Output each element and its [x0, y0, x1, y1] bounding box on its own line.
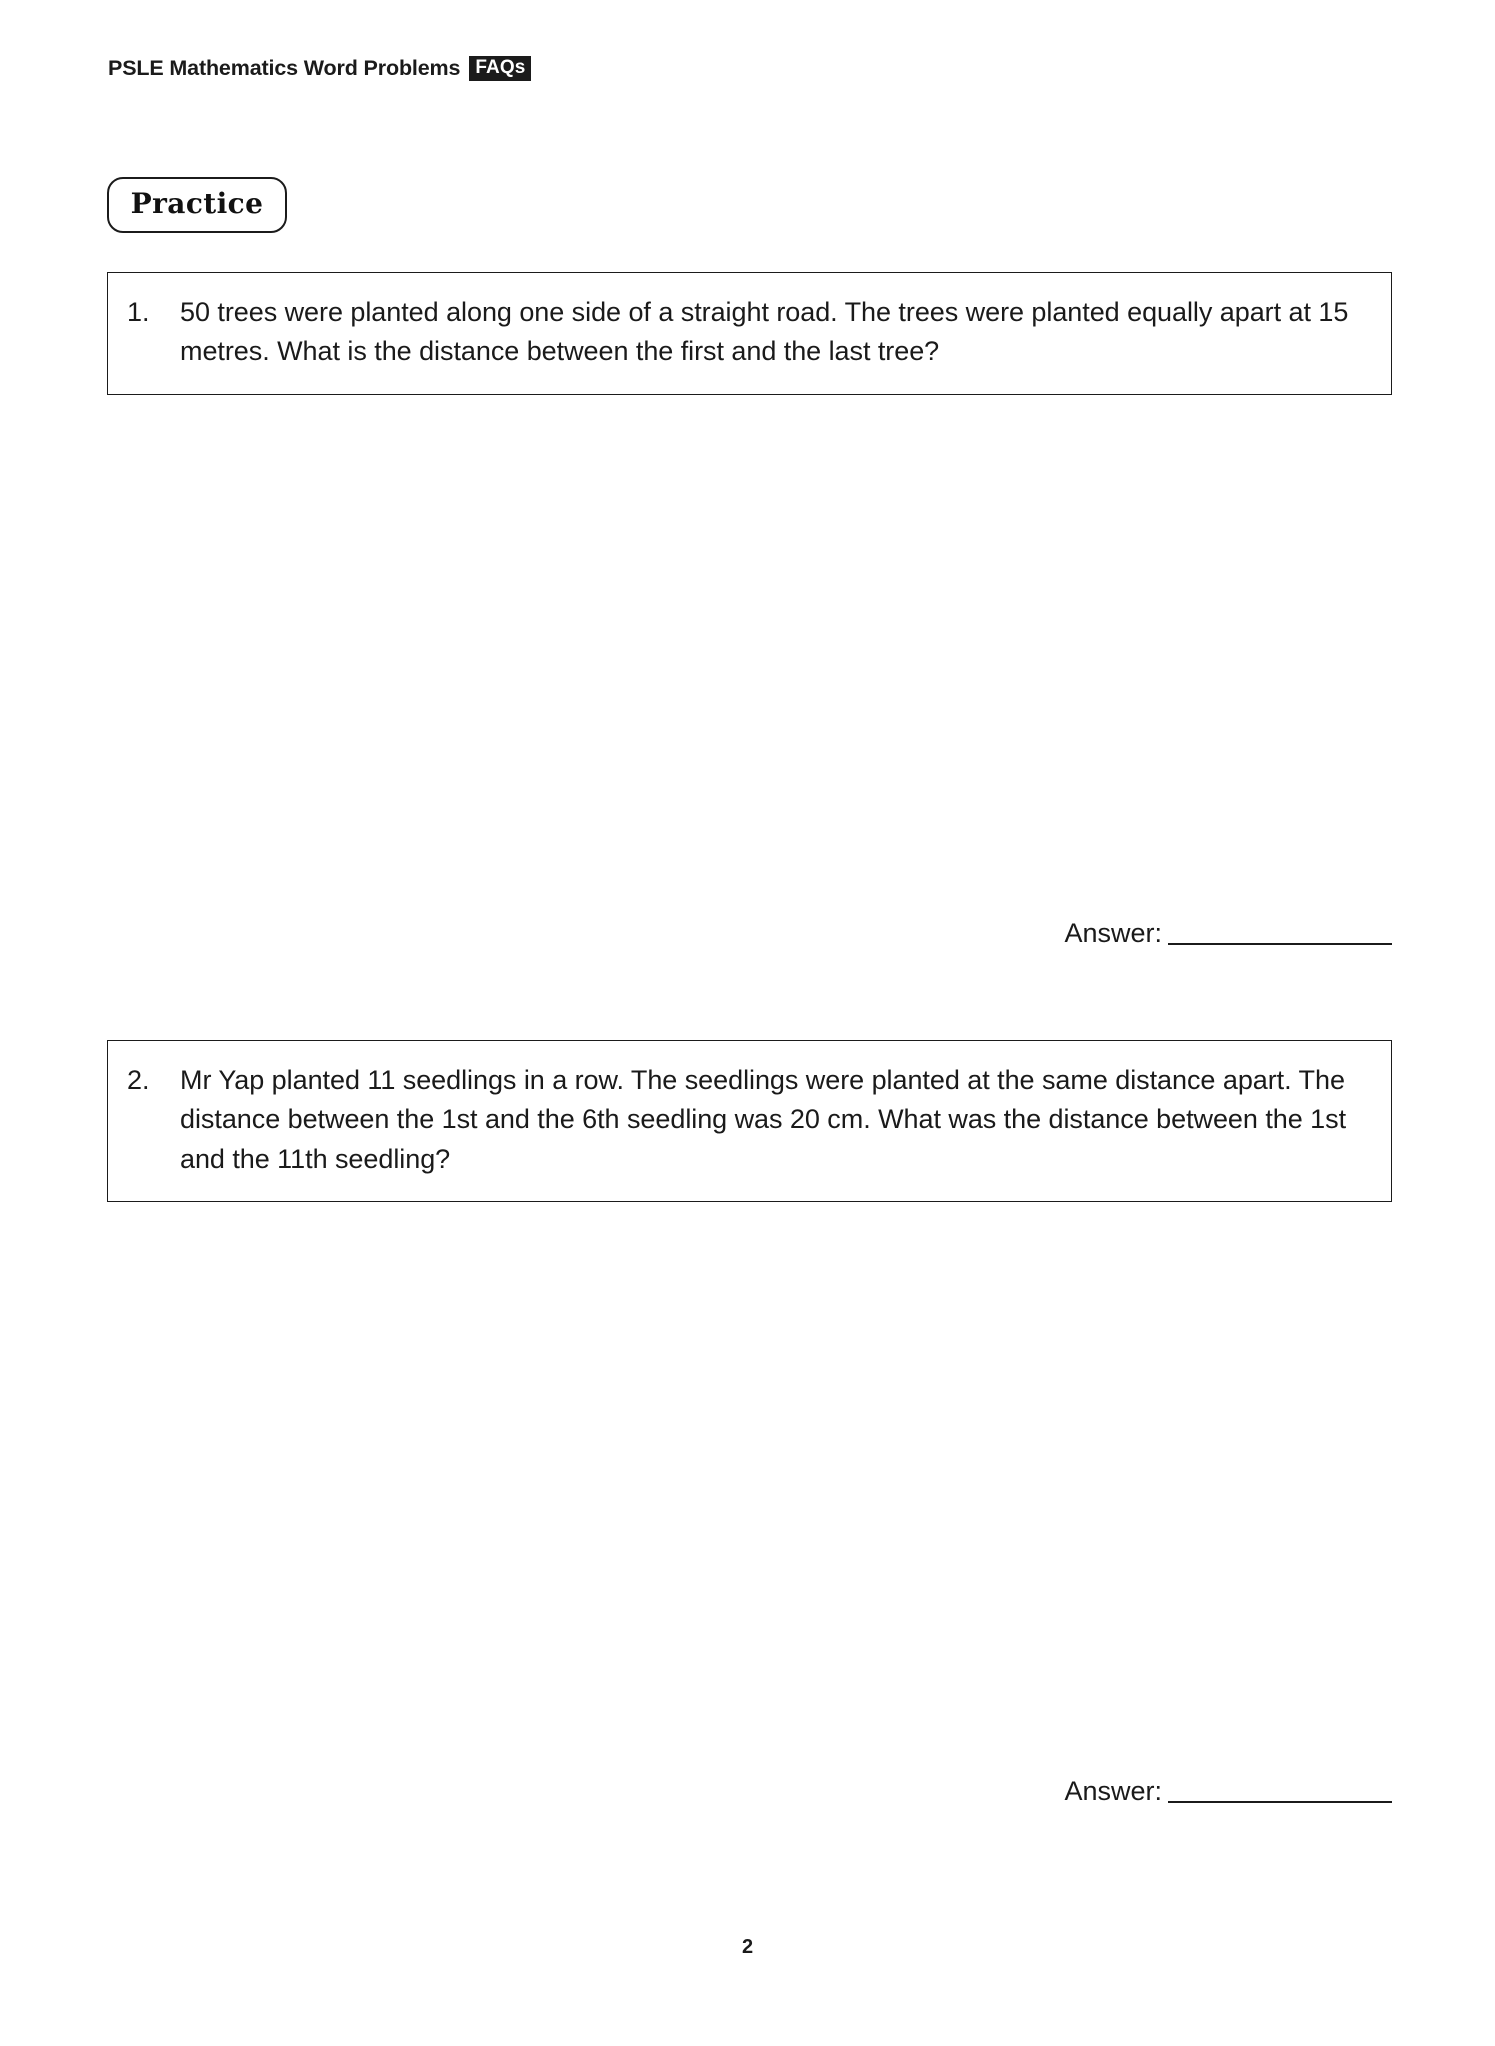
question-number-2: 2. [127, 1065, 150, 1095]
answer-line-2 [1064, 1778, 1392, 1807]
answer-line-1 [1064, 920, 1392, 949]
header-title: PSLE Mathematics Word Problems [108, 56, 461, 80]
practice-label: Practice [130, 187, 264, 220]
answer-label-2: Answer: [1064, 1776, 1162, 1806]
faqs-badge: FAQs [469, 56, 531, 81]
question-number-1: 1. [127, 297, 150, 327]
running-header [108, 56, 531, 81]
question-row [118, 1061, 1363, 1179]
question-box-2 [107, 1040, 1392, 1202]
question-box-1 [107, 272, 1392, 395]
answer-label-1: Answer: [1064, 918, 1162, 948]
answer-blank-1[interactable] [1168, 943, 1392, 945]
question-text-2: Mr Yap planted 11 seedlings in a row. The seedlings were planted at the same distance apart. The distance between the 1st and the 6th seedling was 20 cm. What was the distance between the 1st and the 11th seedling? [180, 1065, 1347, 1174]
practice-section-pill [107, 177, 287, 233]
question-text-1: 50 trees were planted along one side of a straight road. The trees were planted equally apart at 15 metres. What is the distance between the first and the last tree? [180, 297, 1349, 367]
page-number: 2 [741, 1936, 754, 1958]
answer-blank-2[interactable] [1168, 1801, 1392, 1803]
question-row [118, 293, 1363, 372]
